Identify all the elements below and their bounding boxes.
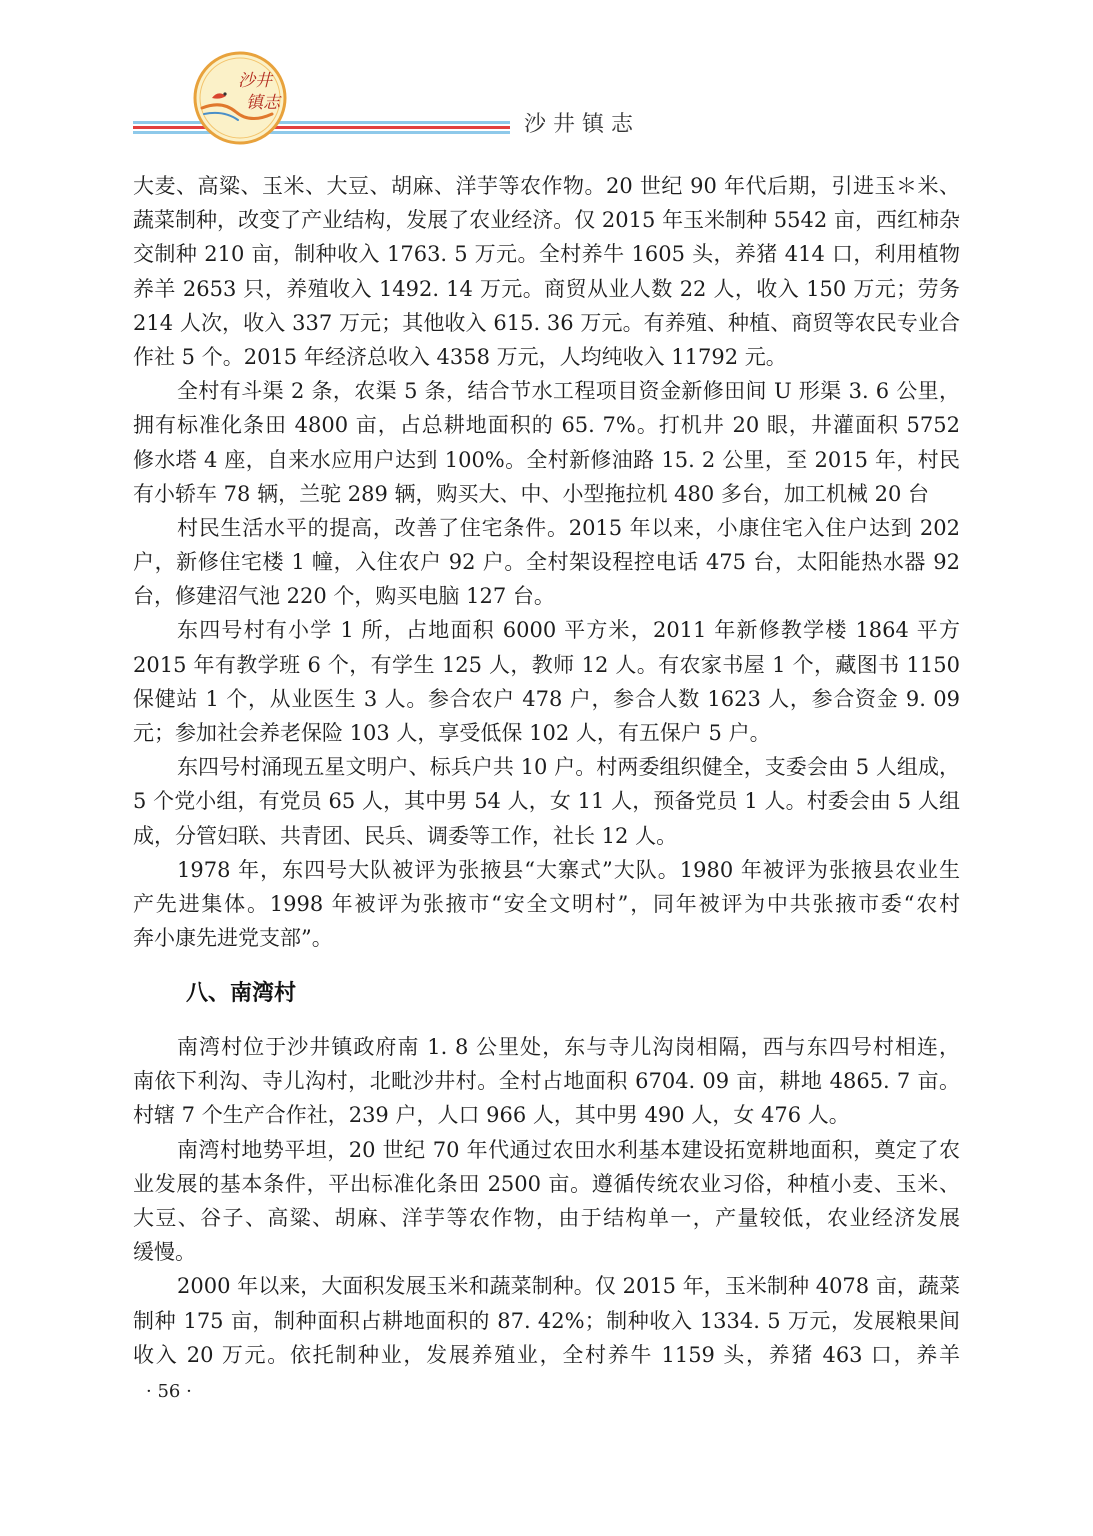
text-line: 交制种 210 亩，制种收入 1763. 5 万元。全村养牛 1605 头，养猪 414 口，利用植物 (133, 242, 960, 267)
text-line: 大麦、高粱、玉米、大豆、胡麻、洋芋等农作物。20 世纪 90 年代后期，引进玉＊米、 (133, 174, 960, 198)
text-line: 南湾村地势平坦，20 世纪 70 年代通过农田水利基本建设拓宽耕地面积，奠定了农 (177, 1137, 960, 1162)
running-header-title: 沙井镇志 (524, 112, 641, 137)
header-rule-red (133, 126, 510, 129)
text-line: 5 个党小组，有党员 65 人，其中男 54 人，女 11 人，预备党员 1 人。村委会由 5 人组 (133, 789, 960, 814)
logo-text-bottom: 镇志 (246, 93, 280, 113)
text-line: 有小轿车 78 辆，兰驼 289 辆，购买大、中、小型拖拉机 480 多台，加工机械 20 台 (133, 481, 930, 506)
page-number: · 56 · (146, 1381, 192, 1402)
text-line: 拥有标准化条田 4800 亩，占总耕地面积的 65. 7%。打机井 20 眼，井灌面积 5752 (133, 413, 960, 438)
text-line: 东四号村有小学 1 所，占地面积 6000 平方米，2011 年新修教学楼 1864 平方 (177, 618, 960, 643)
text-line: 南湾村位于沙井镇政府南 1. 8 公里处，东与寺儿沟岗相隔，西与东四号村相连， (177, 1035, 960, 1059)
text-line: 养羊 2653 只，养殖收入 1492. 14 万元。商贸从业人数 22 人，收入 150 万元；劳务 (133, 276, 960, 301)
text-line: 户，新修住宅楼 1 幢，入住农户 92 户。全村架设程控电话 475 台，太阳能热水器 92 (133, 550, 960, 575)
text-line: 村辖 7 个生产合作社，239 户，人口 966 人，其中男 490 人，女 476 人。 (133, 1103, 850, 1128)
paragraph (133, 750, 960, 853)
logo-text-top: 沙井 (238, 71, 272, 91)
text-line: 作社 5 个。2015 年经济总收入 4358 万元，人均纯收入 11792 元。 (133, 344, 787, 369)
header-rule-blue-bottom (133, 131, 510, 134)
text-line: 元；参加社会养老保险 103 人，享受低保 102 人，有五保户 5 户。 (133, 721, 771, 745)
text-line: 产先进集体。1998 年被评为张掖市“安全文明村”，同年被评为中共张掖市委“农村 (133, 891, 960, 916)
text-line: 1978 年，东四号大队被评为张掖县“大寨式”大队。1980 年被评为张掖县农业生 (177, 857, 960, 882)
text-line: 保健站 1 个，从业医生 3 人。参合农户 478 户，参合人数 1623 人，参合资金 9. 09 (133, 686, 960, 711)
paragraph (133, 853, 960, 956)
text-line: 蔬菜制种，改变了产业结构，发展了农业经济。仅 2015 年玉米制种 5542 亩，西红柿杂 (133, 208, 960, 233)
text-line: 制种 175 亩，制种面积占耕地面积的 87. 42%；制种收入 1334. 5 万元，发展粮果间 (133, 1308, 960, 1333)
paragraph (133, 1030, 960, 1133)
text-line: 成，分管妇联、共青团、民兵、调委等工作，社长 12 人。 (133, 823, 678, 848)
text-line: 2015 年有教学班 6 个，有学生 125 人，教师 12 人。有农家书屋 1 个，藏图书 1150 (133, 652, 960, 677)
text-line: 修水塔 4 座，自来水应用户达到 100%。全村新修油路 15. 2 公里，至 2015 年，村民 (133, 447, 960, 472)
text-line: 全村有斗渠 2 条，农渠 5 条，结合节水工程项目资金新修田间 U 形渠 3. 6 公里， (177, 379, 960, 404)
text-line: 东四号村涌现五星文明户、标兵户共 10 户。村两委组织健全，支委会由 5 人组成， (177, 755, 960, 780)
text-line: 南依下利沟、寺儿沟村，北毗沙井村。全村占地面积 6704. 09 亩，耕地 4865. 7 亩。 (133, 1069, 960, 1094)
book-logo-emblem (192, 50, 288, 146)
paragraph (133, 511, 960, 614)
text-line: 大豆、谷子、高粱、胡麻、洋芋等农作物，由于结构单一，产量较低，农业经济发展 (133, 1205, 960, 1230)
section-heading: 八、南湾村 (186, 981, 297, 1006)
paragraph (133, 169, 960, 374)
text-block-nanwan (133, 1030, 960, 1372)
paragraph (133, 374, 960, 511)
paragraph (133, 1133, 960, 1270)
paragraph (133, 1269, 960, 1372)
text-line: 收入 20 万元。依托制种业，发展养殖业，全村养牛 1159 头，养猪 463 口，养羊 (133, 1342, 960, 1367)
text-block-continued (133, 169, 960, 955)
text-line: 2000 年以来，大面积发展玉米和蔬菜制种。仅 2015 年，玉米制种 4078 亩，蔬菜 (177, 1274, 960, 1299)
text-line: 台，修建沼气池 220 个，购买电脑 127 台。 (133, 584, 555, 609)
text-line: 缓慢。 (133, 1240, 196, 1265)
header-rule-blue-top (133, 121, 510, 124)
header-rule (133, 121, 510, 135)
paragraph (133, 613, 960, 750)
text-line: 214 人次，收入 337 万元；其他收入 615. 36 万元。有养殖、种植、商贸等农民专业合 (133, 310, 960, 335)
text-line: 村民生活水平的提高，改善了住宅条件。2015 年以来，小康住宅入住户达到 202 (177, 515, 960, 540)
text-line: 奔小康先进党支部”。 (133, 926, 333, 951)
text-line: 业发展的基本条件，平出标准化条田 2500 亩。遵循传统农业习俗，种植小麦、玉米、 (133, 1171, 960, 1196)
